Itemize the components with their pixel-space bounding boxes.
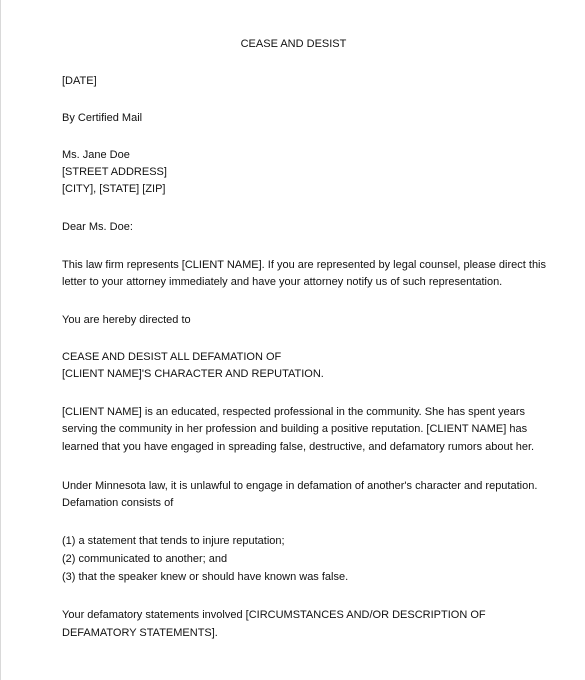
paragraph-1-line-2: letter to your attorney immediately and have your attorney notify us of such representation.: [62, 276, 503, 288]
demand-line-1: CEASE AND DESIST ALL DEFAMATION OF: [62, 351, 282, 363]
paragraph-2-line-3: learned that you have engaged in spreading false, destructive, and defamatory rumors about her.: [62, 441, 535, 453]
document-title: CEASE AND DESIST: [240, 38, 347, 50]
salutation: Dear Ms. Doe:: [62, 221, 133, 233]
directive-line: You are hereby directed to: [62, 314, 191, 326]
paragraph-4-line-2: DEFAMATORY STATEMENTS].: [62, 627, 218, 639]
paragraph-3-line-1: Under Minnesota law, it is unlawful to engage in defamation of another's character and reputation.: [62, 480, 538, 492]
paragraph-1-line-1: This law firm represents [CLIENT NAME]. If you are represented by legal counsel, please direct this: [62, 259, 547, 271]
paragraph-2-line-1: [CLIENT NAME] is an educated, respected professional in the community. She has spent years: [62, 406, 526, 418]
element-item-2: (2) communicated to another; and: [62, 553, 228, 565]
demand-line-2: [CLIENT NAME]'S CHARACTER AND REPUTATION.: [62, 368, 324, 380]
paragraph-3-line-2: Defamation consists of: [62, 497, 174, 509]
recipient-street: [STREET ADDRESS]: [62, 166, 167, 178]
paragraph-4-line-1: Your defamatory statements involved [CIRCUMSTANCES AND/OR DESCRIPTION OF: [62, 609, 486, 621]
recipient-name: Ms. Jane Doe: [62, 149, 130, 161]
delivery-method: By Certified Mail: [62, 112, 143, 124]
date-line: [DATE]: [62, 75, 97, 87]
element-item-3: (3) that the speaker knew or should have known was false.: [62, 571, 349, 583]
paragraph-2-line-2: serving the community in her profession and building a positive reputation. [CLIENT NAME] has: [62, 423, 528, 435]
element-item-1: (1) a statement that tends to injure reputation;: [62, 535, 285, 547]
recipient-city-state-zip: [CITY], [STATE] [ZIP]: [62, 183, 166, 195]
